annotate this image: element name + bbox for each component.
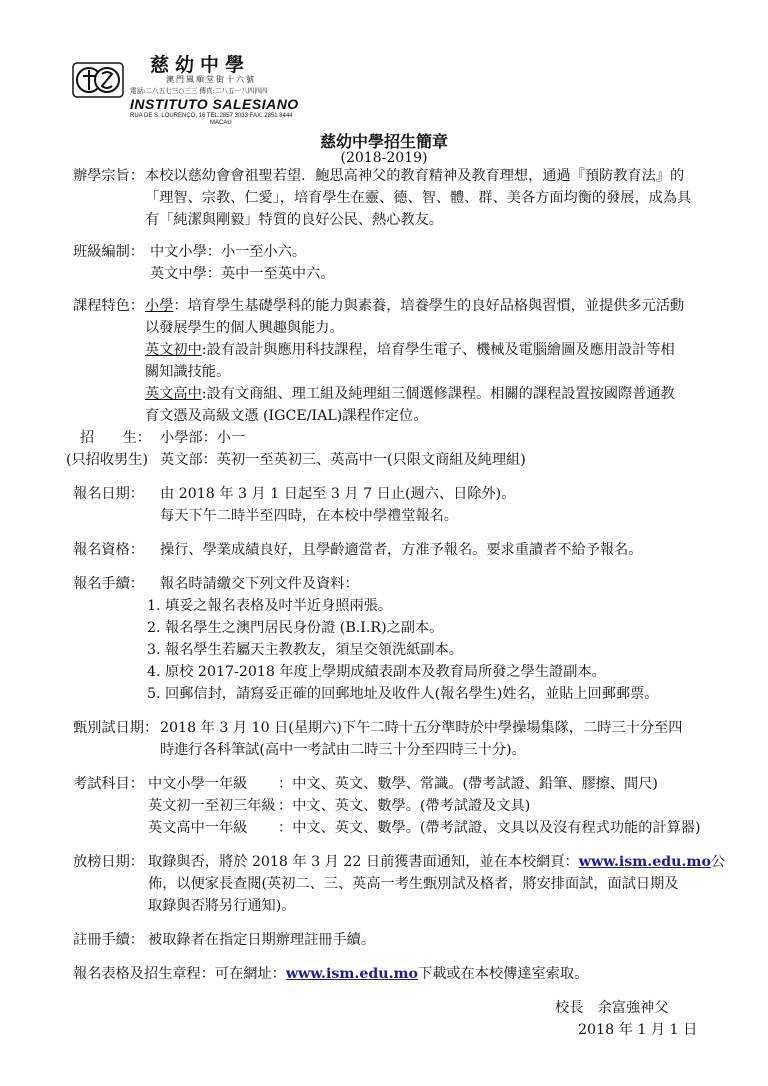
result-line-2: 佈，以便家長查閱(英初二、三、英高一考生甄別試及格者，將安排面試，面試日期及 [148, 876, 679, 892]
course-primary-line-1: 小學：培育學生基礎學科的能力與素養，培養學生的良好品格與習慣，並提供多元活動 [145, 298, 685, 314]
course-junior-head: 英文初中 [145, 342, 202, 358]
mission-label: 辦學宗旨： [73, 168, 144, 184]
issue-date: 2018 年 1 月 1 日 [578, 1022, 698, 1038]
proc-item-2: 2. 報名學生之澳門居民身份證 (B.I.R)之副本。 [147, 620, 444, 636]
classes-line-2: 英文中學：英中一至英中六。 [150, 266, 335, 282]
proc-intro: 報名時請繳交下列文件及資料： [160, 576, 359, 592]
course-primary-line-2: 以發展學生的個人興趣與能力。 [145, 320, 344, 336]
school-address-zh: 澳門風順堂街十六號 [166, 75, 256, 84]
school-logo [72, 60, 124, 100]
enroll-note: (只招收男生) [66, 452, 149, 468]
subject-grade-2: 英文初一至初三年級 [148, 798, 276, 814]
forms-website-link[interactable]: www.ism.edu.mo [285, 966, 418, 982]
qual-text: 操行、學業成績良好，且學齡適當者，方准予報名。要求重讀者不給予報名。 [160, 542, 643, 558]
regdate-label: 報名日期： [73, 486, 144, 502]
school-name-zh: 慈幼中學 [150, 54, 251, 76]
regdate-line-2: 每天下午二時半至四時，在本校中學禮堂報名。 [160, 508, 458, 524]
exam-line-2: 時進行各科筆試(高中一考試由二時三十分至四時三十分)。 [160, 742, 526, 758]
website-link[interactable]: www.ism.edu.mo [578, 854, 711, 870]
document-title: 慈幼中學招生簡章 [319, 132, 448, 151]
forms-label: 報名表格及招生章程： [73, 966, 215, 982]
proc-item-1: 1. 填妥之報名表格及吋半近身照兩張。 [147, 598, 393, 614]
course-senior-line-2: 育文憑及高級文憑 (IGCE/IAL)課程作定位。 [145, 408, 428, 424]
mission-line-2: 「理智、宗教、仁愛」，培育學生在靈、德、智、體、群、美各方面均衡的發展，成為具 [145, 190, 692, 206]
qual-label: 報名資格： [73, 542, 144, 558]
principal-signature: 校長 余富強神父 [555, 1000, 669, 1016]
subject-list-2: ：中文、英文、數學。(帶考試證及文具) [278, 798, 531, 814]
forms-line: 報名表格及招生章程：可在網址：www.ism.edu.mo下載或在本校傳達室索取。 [73, 966, 589, 982]
proc-item-5: 5. 回郵信封，請寫妥正確的回郵地址及收件人(報名學生)姓名，並貼上回郵郵票。 [147, 686, 659, 702]
classes-label: 班級編制： [73, 244, 144, 260]
course-senior-head: 英文高中 [145, 386, 202, 402]
enroll-label: 招 生： [80, 430, 151, 446]
course-primary-head: 小學 [145, 298, 174, 314]
classes-line-1: 中文小學：小一至小六。 [150, 244, 307, 260]
result-line-3: 取錄與否將另行通知)。 [148, 898, 296, 914]
course-senior-line-1: 英文高中:設有文商組、理工組及純理組三個選修課程。相關的課程設置按國際普通教 [145, 386, 675, 402]
subject-grade-1: 中文小學一年級 [148, 776, 248, 792]
register-text: 被取錄者在指定日期辦理註冊手續。 [148, 932, 376, 948]
subjects-label: 考試科目： [73, 776, 144, 792]
subject-list-1: ：中文、英文、數學、常識。(帶考試證、鉛筆、膠擦、間尺) [278, 776, 658, 792]
courses-label: 課程特色： [73, 298, 144, 314]
result-label: 放榜日期： [73, 854, 144, 870]
school-city: MACAU [210, 120, 232, 126]
course-junior-line-1: 英文初中:設有設計與應用科技課程，培育學生電子、機械及電腦繪圖及應用設計等相 [145, 342, 675, 358]
enroll-english: 英文部：英初一至英初三、英高中一(只限文商組及純理組) [160, 452, 526, 468]
mission-line-3: 有「純潔與剛毅」特質的良好公民、熱心教友。 [145, 212, 443, 228]
subject-list-3: ：中文、英文、數學。(帶考試證、文具以及沒有程式功能的計算器) [278, 820, 701, 836]
mission-line-1: 本校以慈幼會會祖聖若望．鮑思高神父的教育精神及教育理想，通過『預防教育法』的 [145, 168, 685, 184]
exam-label: 甄別試日期： [73, 720, 159, 736]
proc-label: 報名手續： [73, 576, 144, 592]
regdate-line-1: 由 2018 年 3 月 1 日起至 3 月 7 日止(週六、日除外)。 [160, 486, 516, 502]
school-phone-line: 電話:二八五七三○三三 傳真:二八五一八四四四 [130, 87, 268, 95]
subject-grade-3: 英文高中一年級 [148, 820, 248, 836]
course-junior-line-2: 關知識技能。 [145, 364, 231, 380]
school-name-pt: INSTITUTO SALESIANO [130, 96, 299, 112]
proc-item-3: 3. 報名學生若屬天主教教友，須呈交領洗紙副本。 [147, 642, 463, 658]
proc-item-4: 4. 原校 2017-2018 年度上學期成績表副本及教育局所發之學生證副本。 [147, 664, 606, 680]
document-year: (2018-2019) [340, 150, 428, 166]
enroll-primary: 小學部：小一 [160, 430, 246, 446]
exam-line-1: 2018 年 3 月 10 日(星期六)下午二時十五分準時於中學操場集隊，二時三十分至四 [160, 720, 683, 736]
school-address-pt: RUA DE S. LOURENÇO, 16 TEL:2857 3033 FAX: 2851 8444 [130, 113, 293, 119]
result-line-1: 取錄與否，將於 2018 年 3 月 22 日前獲書面通知，並在本校網頁：www.ism.edu.mo公 [148, 854, 726, 870]
register-label: 註冊手續： [73, 932, 144, 948]
